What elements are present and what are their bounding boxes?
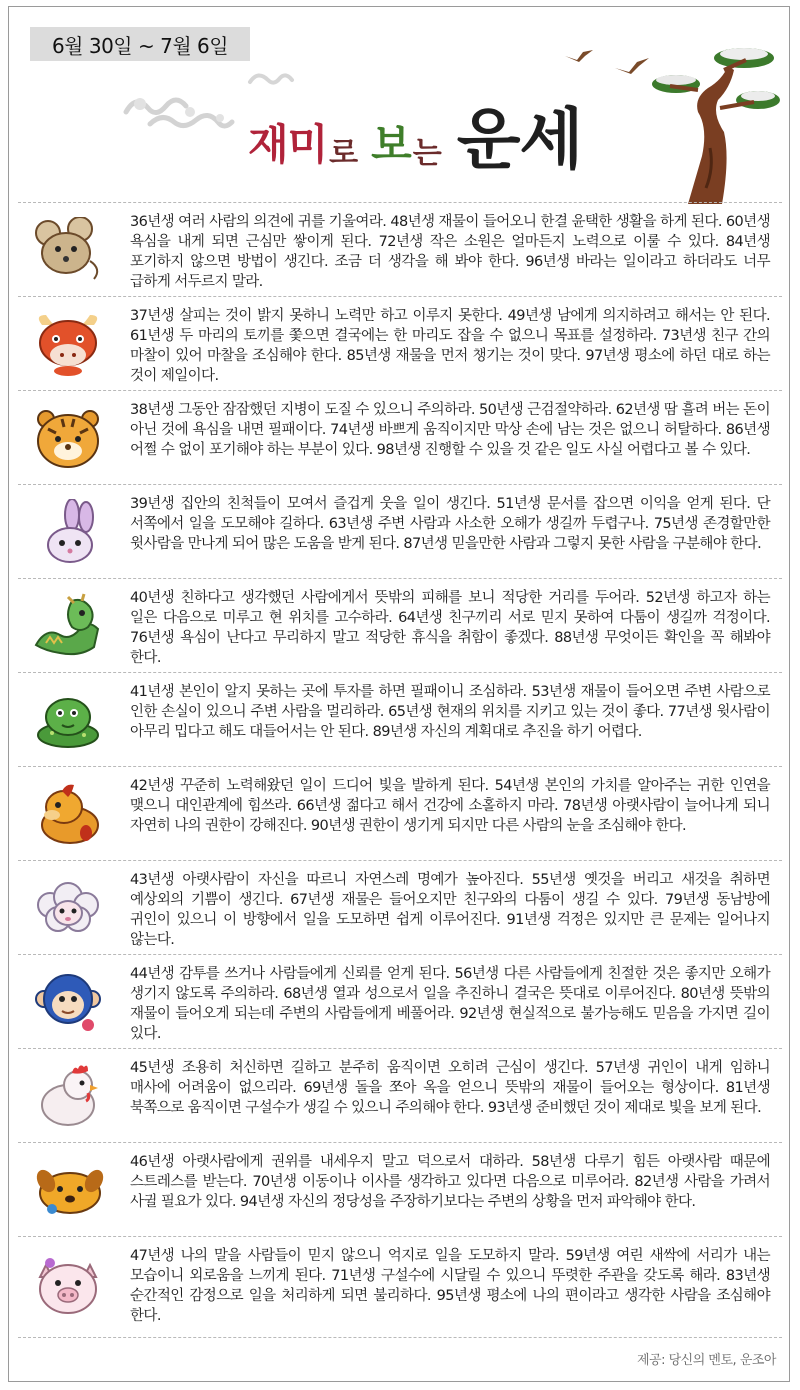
tiger-icon	[32, 405, 104, 471]
title-part-3: 보	[371, 120, 411, 169]
credit-text: 제공: 당신의 멘토, 운조아	[637, 1353, 776, 1368]
fortune-text: 45년생 조용히 처신하면 길하고 분주히 움직이면 오히려 근심이 생긴다. 57년생 귀인이 내게 임하니 매사에 어려움이 없으리라. 69년생 돌을 쪼아 옥을 얻으니 뜻밖의 재물이 들어오는 형상이다. 81년생 북쪽으로 움직이면 구설수가 생길 수 있으니 주의해야 한다. 93년생 준비했던 것이 제대로 빛을 보게 된다.	[130, 1060, 770, 1116]
title-part-5: 운세	[456, 100, 583, 178]
fortune-text: 39년생 집안의 친척들이 모여서 즐겁게 웃을 일이 생긴다. 51년생 문서를 잡으면 이익을 얻게 된다. 단 서쪽에서 일을 도모해야 길하다. 63년생 주변 사람과 사소한 오해가 생길까 두렵구나. 75년생 존경할만한 윗사람을 만나게 되어 많은 도움을 받게 된다. 87년생 믿을만한 사람과 그렇지 못한 사람을 구분해야 한다.	[130, 496, 770, 552]
fortune-text: 38년생 그동안 잠잠했던 지병이 도질 수 있으니 주의하라. 50년생 근검절약하라. 62년생 땀 흘려 버는 돈이 아닌 것에 욕심을 내면 필패이다. 74년생 바쁘게 움직이지만 막상 손에 남는 것은 없으니 허탈하다. 86년생 어쩔 수 없이 포기해야 하는 부분이 있다. 98년생 진행할 수 있을 것 같은 일도 사실 어렵다고 볼 수 있다.	[130, 402, 770, 458]
pine-tree-icon	[650, 28, 784, 206]
fortune-entry-pig	[18, 1236, 782, 1330]
title-part-2: 로	[329, 136, 358, 171]
fortune-entry-tiger	[18, 390, 782, 484]
fortune-entry-dog	[18, 1142, 782, 1236]
bird-icon	[613, 54, 653, 76]
bird-icon	[563, 46, 597, 64]
fortune-entry-rat	[18, 202, 782, 296]
fortune-text: 47년생 나의 말을 사람들이 믿지 않으니 억지로 일을 도모하지 말라. 59년생 여린 새싹에 서리가 내는 모습이니 외로움을 느끼게 된다. 71년생 구설수에 시달릴 수 있으니 뚜렷한 주관을 갖도록 해라. 83년생 순간적인 감정으로 일을 처리하게 되면 불리하다. 95년생 평소에 나의 편이라고 생각한 사람을 조심해야 한다.	[130, 1248, 770, 1324]
rat-icon	[32, 217, 104, 283]
monkey-icon	[32, 969, 104, 1035]
dog-icon	[32, 1157, 104, 1223]
fortune-text: 43년생 아랫사람이 자신을 따르니 자연스레 명예가 높아진다. 55년생 옛것을 버리고 새것을 취하면 예상외의 기쁨이 생긴다. 67년생 재물은 들어오지만 친구와의 다툼이 생길 수 있다. 79년생 동남방에 귀인이 있으니 이 방향에서 일을 도모하면 쉽게 이루어진다. 91년생 걱정은 있지만 큰 문제는 일어나지 않는다.	[130, 872, 770, 948]
date-range-label: 6월 30일 ~ 7월 6일	[30, 27, 250, 61]
pig-icon	[32, 1251, 104, 1317]
fortune-text: 44년생 감투를 쓰거나 사람들에게 신뢰를 얻게 된다. 56년생 다른 사람들에게 친절한 것은 좋지만 오해가 생기지 않도록 주의하라. 68년생 열과 성으로서 일을 추진하니 결국은 뜻대로 이루어진다. 80년생 뜻밖의 재물이 들어오게 되는데 주변의 사람들에게 베풀어라. 92년생 현실적으로 불가능해도 믿음을 가지면 길이 있다.	[130, 966, 770, 1042]
fortune-entry-snake	[18, 672, 782, 766]
sheep-icon	[32, 875, 104, 941]
fortune-list	[18, 202, 782, 1330]
fortune-entry-sheep	[18, 860, 782, 954]
fortune-entry-horse	[18, 766, 782, 860]
fortune-entry-monkey	[18, 954, 782, 1048]
fortune-text: 46년생 아랫사람에게 권위를 내세우지 말고 덕으로서 대하라. 58년생 다루기 힘든 아랫사람 때문에 스트레스를 받는다. 70년생 이동이나 이사를 생각하고 있다면 다음으로 미루어라. 82년생 사람을 가려서 사귈 필요가 있다. 94년생 자신의 정당성을 주장하기보다는 주변의 상황을 먼저 파악해야 한다.	[130, 1154, 770, 1210]
page-title	[248, 92, 583, 178]
dragon-icon	[32, 593, 104, 659]
title-part-4: 는	[412, 136, 441, 171]
rabbit-icon	[32, 499, 104, 565]
fortune-text: 40년생 친하다고 생각했던 사람에게서 뜻밖의 피해를 보니 적당한 거리를 두어라. 52년생 하고자 하는 일은 다음으로 미루고 현 위치를 고수하라. 64년생 친구끼리 서로 믿지 못하여 다툼이 생길까 걱정이다. 76년생 욕심이 난다고 무리하지 말고 적당한 휴식을 취함이 좋겠다. 88년생 무엇이든 확인을 꼭 해봐야 한다.	[130, 590, 770, 666]
fortune-text: 36년생 여러 사람의 의견에 귀를 기울여라. 48년생 재물이 들어오니 한결 윤택한 생활을 하게 된다. 60년생 욕심을 내게 되면 근심만 쌓이게 된다. 72년생 작은 소원은 얼마든지 노력으로 이룰 수 있다. 84년생 포기하지 않으면 방법이 생긴다. 조금 더 생각을 해 봐야 한다. 96년생 바라는 일이라고 하더라도 너무 급하게 서두르지 말라.	[130, 214, 770, 290]
fortune-entry-rooster	[18, 1048, 782, 1142]
fortune-entry-ox	[18, 296, 782, 390]
bottom-divider	[18, 1337, 782, 1338]
horse-icon	[32, 781, 104, 847]
small-cloud-icon	[246, 68, 296, 90]
fortune-text: 41년생 본인이 알지 못하는 곳에 투자를 하면 필패이니 조심하라. 53년생 재물이 들어오면 주변 사람으로 인한 손실이 있으니 주변 사람을 멀리하라. 65년생 현재의 위치를 지키고 있는 것이 좋다. 77년생 윗사람이 아무리 밉다고 해도 대들어서는 안 된다. 89년생 자신의 계획대로 추진을 하기 어렵다.	[130, 684, 770, 740]
rooster-icon	[32, 1063, 104, 1129]
cloud-decoration-icon	[120, 82, 250, 130]
fortune-entry-rabbit	[18, 484, 782, 578]
ox-icon	[32, 311, 104, 377]
snake-icon	[32, 687, 104, 753]
fortune-entry-dragon	[18, 578, 782, 672]
title-part-1: 재미	[248, 120, 328, 169]
fortune-text: 42년생 꾸준히 노력해왔던 일이 드디어 빛을 발하게 된다. 54년생 본인의 가치를 알아주는 귀한 인연을 맺으니 대인관계에 힘쓰라. 66년생 젊다고 해서 건강에 소홀하지 마라. 78년생 아랫사람이 늘어나게 되니 자연히 나의 권한이 강해진다. 90년생 권한이 생기게 되지만 다른 사람의 눈을 조심해야 한다.	[130, 778, 770, 834]
fortune-text: 37년생 살피는 것이 밝지 못하니 노력만 하고 이루지 못한다. 49년생 남에게 의지하려고 해서는 안 된다. 61년생 두 마리의 토끼를 쫓으면 결국에는 한 마리도 잡을 수 없으니 목표를 설정하라. 73년생 친구 간의 마찰이 있어 마찰을 조심해야 한다. 85년생 재물을 먼저 챙기는 것이 맞다. 97년생 평소에 하던 대로 하는 것이 제일이다.	[130, 308, 770, 384]
